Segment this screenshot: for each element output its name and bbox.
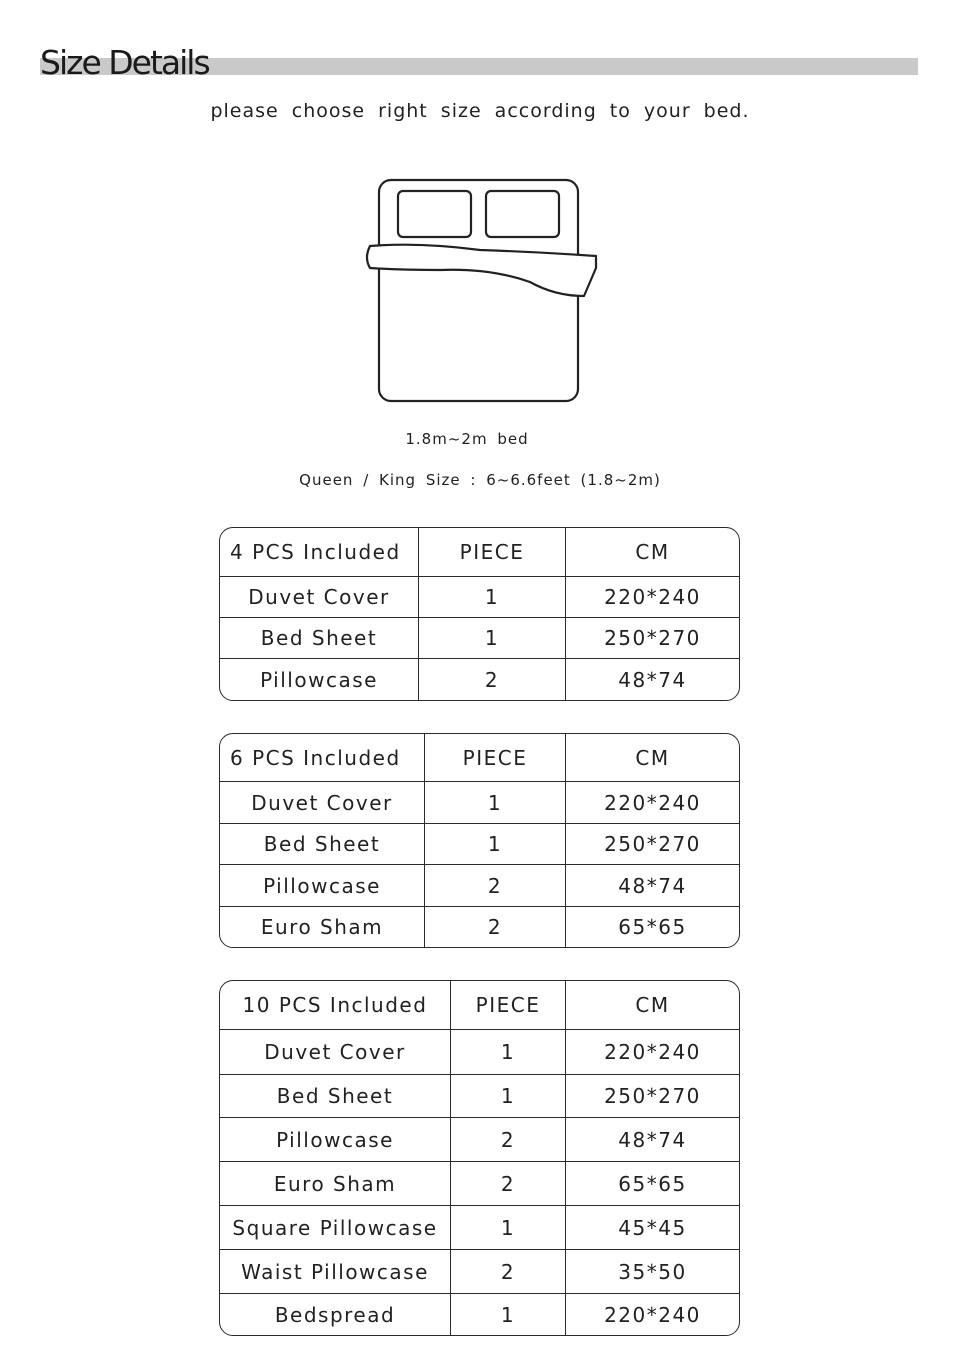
bed-caption-dimensions: Queen / King Size : 6~6.6feet (1.8~2m): [299, 471, 661, 489]
table-row: [220, 1294, 739, 1335]
item-name: Bedspread: [220, 1294, 451, 1335]
table-title: 10 PCS Included: [220, 981, 451, 1030]
item-piece: 2: [419, 659, 566, 700]
bed-icon: [360, 172, 605, 408]
item-cm: 45*45: [566, 1206, 739, 1250]
table-row: [220, 1030, 739, 1075]
item-name: Waist Pillowcase: [220, 1250, 451, 1294]
item-piece: 2: [451, 1118, 566, 1162]
item-name: Bed Sheet: [220, 618, 419, 659]
item-name: Pillowcase: [220, 1118, 451, 1162]
item-cm: 35*50: [566, 1250, 739, 1294]
item-name: Duvet Cover: [220, 782, 425, 824]
item-cm: 65*65: [618, 915, 687, 939]
item-cm: 250*270: [566, 618, 739, 659]
item-piece: 1: [451, 1030, 566, 1075]
item-piece: 1: [425, 824, 566, 865]
item-name: Euro Sham: [220, 907, 425, 947]
item-cm: 250*270: [566, 824, 739, 865]
item-name: Square Pillowcase: [220, 1206, 451, 1250]
item-piece: 1: [419, 618, 566, 659]
table-row: [220, 659, 739, 700]
item-cm: 220*240: [566, 1030, 739, 1075]
item-cm: 48*74: [566, 1118, 739, 1162]
table-row: [220, 1075, 739, 1118]
table-row: [220, 618, 739, 659]
item-name: Bed Sheet: [220, 1075, 451, 1118]
table-title: 6 PCS Included: [220, 734, 425, 782]
item-name: Pillowcase: [220, 865, 425, 907]
page-title: Size Details: [40, 43, 209, 82]
page-subtitle: please choose right size according to your bed.: [210, 100, 750, 122]
size-table-6pcs: [219, 733, 740, 948]
item-cm: 48*74: [618, 667, 687, 692]
table-row: [220, 782, 739, 824]
table-row: [220, 1250, 739, 1294]
table-title: 4 PCS Included: [220, 528, 419, 577]
column-header-piece: PIECE: [419, 528, 566, 577]
table-row: [220, 907, 739, 947]
size-table-10pcs: [219, 980, 740, 1336]
table-row: [220, 577, 739, 618]
table-row: [220, 1206, 739, 1250]
item-name: Duvet Cover: [220, 1030, 451, 1075]
item-piece: 1: [451, 1294, 566, 1335]
bed-caption-size: 1.8m~2m bed: [405, 430, 529, 448]
table-row: [220, 824, 739, 865]
item-cm: 220*240: [604, 1302, 701, 1327]
item-name: Duvet Cover: [220, 577, 419, 618]
item-piece: 1: [419, 577, 566, 618]
table-row: [220, 1162, 739, 1206]
column-header-cm: CM: [566, 528, 739, 577]
item-cm: 48*74: [566, 865, 739, 907]
item-piece: 2: [451, 1162, 566, 1206]
item-piece: 2: [451, 1250, 566, 1294]
item-cm: 220*240: [566, 782, 739, 824]
item-piece: 1: [425, 782, 566, 824]
table-row: [220, 1118, 739, 1162]
column-header-cm: CM: [566, 981, 739, 1030]
column-header-cm: CM: [566, 734, 739, 782]
column-header-piece: PIECE: [451, 981, 566, 1030]
item-name: Euro Sham: [220, 1162, 451, 1206]
item-name: Pillowcase: [220, 659, 419, 700]
item-name: Bed Sheet: [220, 824, 425, 865]
item-piece: 1: [451, 1206, 566, 1250]
item-cm: 65*65: [566, 1162, 739, 1206]
column-header-piece: PIECE: [425, 734, 566, 782]
size-table-4pcs: [219, 527, 740, 701]
item-piece: 1: [451, 1075, 566, 1118]
item-cm: 250*270: [566, 1075, 739, 1118]
table-row: [220, 865, 739, 907]
item-cm: 220*240: [566, 577, 739, 618]
item-piece: 2: [425, 865, 566, 907]
item-piece: 2: [425, 907, 566, 947]
